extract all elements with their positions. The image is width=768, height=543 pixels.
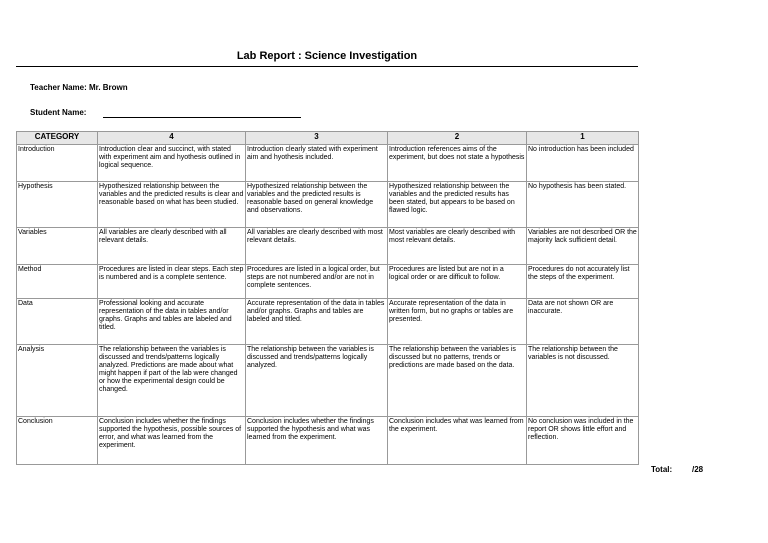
category-cell: Introduction xyxy=(17,145,98,182)
category-cell: Hypothesis xyxy=(17,182,98,228)
table-row xyxy=(17,182,639,228)
score-2-cell: Accurate representation of the data in written form, but no graphs or tables are presented. xyxy=(388,299,527,345)
score-2-cell: The relationship between the variables is discussed but no patterns, trends or predictions are made based on the data. xyxy=(388,345,527,417)
category-cell: Conclusion xyxy=(17,417,98,465)
score-4-cell: All variables are clearly described with all relevant details. xyxy=(98,228,246,265)
score-4-cell: Introduction clear and succinct, with stated with experiment aim and hyothesis outlined in logical sequence. xyxy=(98,145,246,182)
table-row xyxy=(17,265,639,299)
total-label: Total: xyxy=(651,465,673,474)
score-1-cell: Data are not shown OR are inaccurate. xyxy=(527,299,639,345)
header-score-1: 1 xyxy=(527,132,639,145)
total-value: /28 xyxy=(692,465,704,474)
score-4-cell: Procedures are listed in clear steps. Each step is numbered and is a complete sentence. xyxy=(98,265,246,299)
header-score-3: 3 xyxy=(246,132,388,145)
category-cell: Data xyxy=(17,299,98,345)
score-3-cell: Introduction clearly stated with experiment aim and hyothesis included. xyxy=(246,145,388,182)
score-1-cell: No hypothesis has been stated. xyxy=(527,182,639,228)
score-2-cell: Introduction references aims of the experiment, but does not state a hypothesis xyxy=(388,145,527,182)
category-cell: Analysis xyxy=(17,345,98,417)
score-2-cell: Procedures are listed but are not in a logical order or are difficult to follow. xyxy=(388,265,527,299)
header-category: CATEGORY xyxy=(17,132,98,145)
score-1-cell: Variables are not described OR the majority lack sufficient detail. xyxy=(527,228,639,265)
score-3-cell: Accurate representation of the data in tables and/or graphs. Graphs and tables are labeled and titled. xyxy=(246,299,388,345)
score-2-cell: Conclusion includes what was learned from the experiment. xyxy=(388,417,527,465)
score-3-cell: The relationship between the variables is discussed and trends/patterns logically analyzed. xyxy=(246,345,388,417)
student-name-label: Student Name: xyxy=(30,108,87,117)
score-1-cell: No introduction has been included xyxy=(527,145,639,182)
score-2-cell: Most variables are clearly described with most relevant details. xyxy=(388,228,527,265)
table-row xyxy=(17,228,639,265)
table-row xyxy=(17,417,639,465)
student-name-line xyxy=(103,117,301,118)
title-underline xyxy=(16,66,638,67)
category-cell: Method xyxy=(17,265,98,299)
score-4-cell: The relationship between the variables is discussed and trends/patterns logically analyzed. Predictions are made about what might happen if part of the lab were changed or how the experimental design could be changed. xyxy=(98,345,246,417)
header-score-2: 2 xyxy=(388,132,527,145)
teacher-name: Teacher Name: Mr. Brown xyxy=(30,83,128,92)
score-3-cell: Procedures are listed in a logical order, but steps are not numbered and/or are not in complete sentences. xyxy=(246,265,388,299)
table-row xyxy=(17,345,639,417)
score-4-cell: Conclusion includes whether the findings supported the hypothesis, possible sources of error, and what was learned from the experiment. xyxy=(98,417,246,465)
header-score-4: 4 xyxy=(98,132,246,145)
score-3-cell: Conclusion includes whether the findings supported the hypothesis and what was learned from the experiment. xyxy=(246,417,388,465)
table-row xyxy=(17,145,639,182)
score-2-cell: Hypothesized relationship between the variables and the predicted results has been stated, but appears to be based on flawed logic. xyxy=(388,182,527,228)
score-1-cell: No conclusion was included in the report OR shows little effort and reflection. xyxy=(527,417,639,465)
table-row xyxy=(17,299,639,345)
score-3-cell: All variables are clearly described with most relevant details. xyxy=(246,228,388,265)
score-3-cell: Hypothesized relationship between the variables and the predicted results is reasonable based on general knowledge and observations. xyxy=(246,182,388,228)
category-cell: Variables xyxy=(17,228,98,265)
header-row xyxy=(17,132,639,145)
document-title: Lab Report : Science Investigation xyxy=(236,50,418,62)
rubric-table xyxy=(16,131,639,465)
score-1-cell: The relationship between the variables is not discussed. xyxy=(527,345,639,417)
score-4-cell: Hypothesized relationship between the variables and the predicted results is clear and reasonable based on what has been studied. xyxy=(98,182,246,228)
score-4-cell: Professional looking and accurate representation of the data in tables and/or graphs. Graphs and tables are labeled and titled. xyxy=(98,299,246,345)
score-1-cell: Procedures do not accurately list the steps of the experiment. xyxy=(527,265,639,299)
